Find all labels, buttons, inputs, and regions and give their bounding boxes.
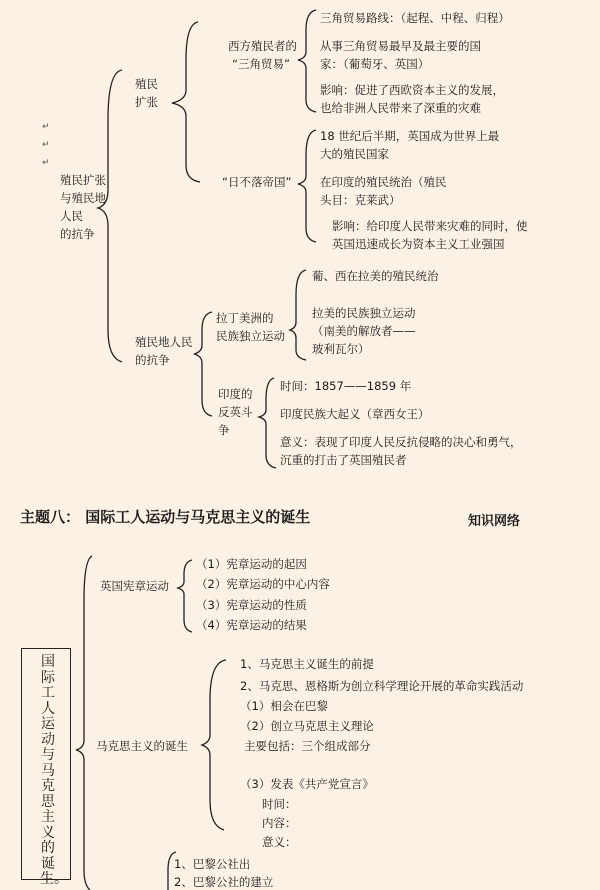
knowledge-network-label: 知识网络 (468, 514, 521, 529)
vertical-title: 国际工人运动与马克思主义的诞生。 (40, 654, 68, 887)
section-heading: 主题八： 国际工人运动与马克思主义的诞生 (20, 508, 311, 526)
triangle-item: 三角贸易路线：（起程、中程、归程） (320, 11, 510, 25)
latin-item: 葡、西在拉美的殖民统治 (312, 269, 439, 283)
india-title: 印度的 (218, 387, 253, 401)
struggle-title: 殖民地人民 (135, 335, 193, 349)
chartist-item: （2）宪章运动的中心内容 (196, 577, 330, 591)
return-mark: ↵ (42, 158, 50, 168)
marx-item: 1、马克思主义诞生的前提 (240, 657, 374, 671)
triangle-item: 也给非洲人民带来了深重的灾难 (320, 101, 481, 115)
india-item: 意义：表现了印度人民反抗侵略的决心和勇气， (280, 435, 522, 449)
triangle-item: 影响：促进了西欧资本主义的发展， (320, 83, 504, 97)
latin-item: 玻利瓦尔） (312, 342, 370, 356)
india-item: 沉重的打击了英国殖民者 (280, 453, 407, 467)
latin-title: 民族独立运动 (216, 329, 285, 343)
return-mark: ↵ (42, 140, 50, 150)
chartist-title: 英国宪章运动 (100, 579, 169, 593)
empire-item: 在印度的殖民统治（殖民 (320, 175, 447, 189)
empire-item: 影响：给印度人民带来灾难的同时，使 (332, 219, 528, 233)
return-mark: ↵ (42, 122, 50, 132)
expansion-label: 殖民 (135, 77, 158, 91)
root-label: 的抗争 (60, 227, 95, 241)
latin-title: 拉丁美洲的 (216, 311, 274, 325)
empire-item: 18 世纪后半期，英国成为世界上最 (320, 129, 500, 143)
marx-item: 2、马克思、恩格斯为创立科学理论开展的革命实践活动 (240, 679, 524, 693)
marx-item: 主要包括：三个组成部分 (244, 739, 371, 753)
triangle-title: 西方殖民者的 (228, 39, 297, 53)
chartist-item: （3）宪章运动的性质 (196, 598, 307, 612)
india-item: 时间：1857——1859 年 (280, 379, 412, 393)
marx-item: （3）发表《共产党宣言》 (240, 777, 374, 791)
root-label: 人民 (60, 209, 83, 223)
india-title: 反英斗 (218, 405, 253, 419)
expansion-label: 扩张 (135, 95, 158, 109)
paris-item: 1、巴黎公社出 (174, 857, 251, 871)
marx-item: 时间： (262, 797, 297, 811)
chartist-item: （4）宪章运动的结果 (196, 618, 307, 632)
triangle-item: 家：（葡萄牙、英国） (320, 57, 430, 71)
marx-item: （1）相会在巴黎 (240, 699, 328, 713)
triangle-title: “三角贸易” (232, 57, 290, 71)
empire-item: 大的殖民国家 (320, 147, 389, 161)
empire-item: 头目：克莱武） (320, 193, 401, 207)
empire-title: “日不落帝国” (222, 175, 292, 189)
latin-item: （南美的解放者—— (312, 324, 416, 338)
marx-item: 内容： (262, 816, 297, 830)
triangle-item: 从事三角贸易最早及最主要的国 (320, 39, 481, 53)
struggle-title: 的抗争 (135, 353, 170, 367)
paris-item: 2、巴黎公社的建立 (174, 875, 274, 889)
india-title: 争 (218, 423, 230, 437)
root-label: 与殖民地 (60, 191, 106, 205)
latin-item: 拉美的民族独立运动 (312, 306, 416, 320)
marx-item: 意义： (262, 835, 297, 849)
empire-item: 英国迅速成长为资本主义工业强国 (332, 237, 505, 251)
india-item: 印度民族大起义（章西女王） (280, 407, 430, 421)
root-label: 殖民扩张 (60, 173, 106, 187)
chartist-item: （1）宪章运动的起因 (196, 557, 307, 571)
marx-item: （2）创立马克思主义理论 (240, 719, 374, 733)
marx-title: 马克思主义的诞生 (96, 739, 188, 753)
